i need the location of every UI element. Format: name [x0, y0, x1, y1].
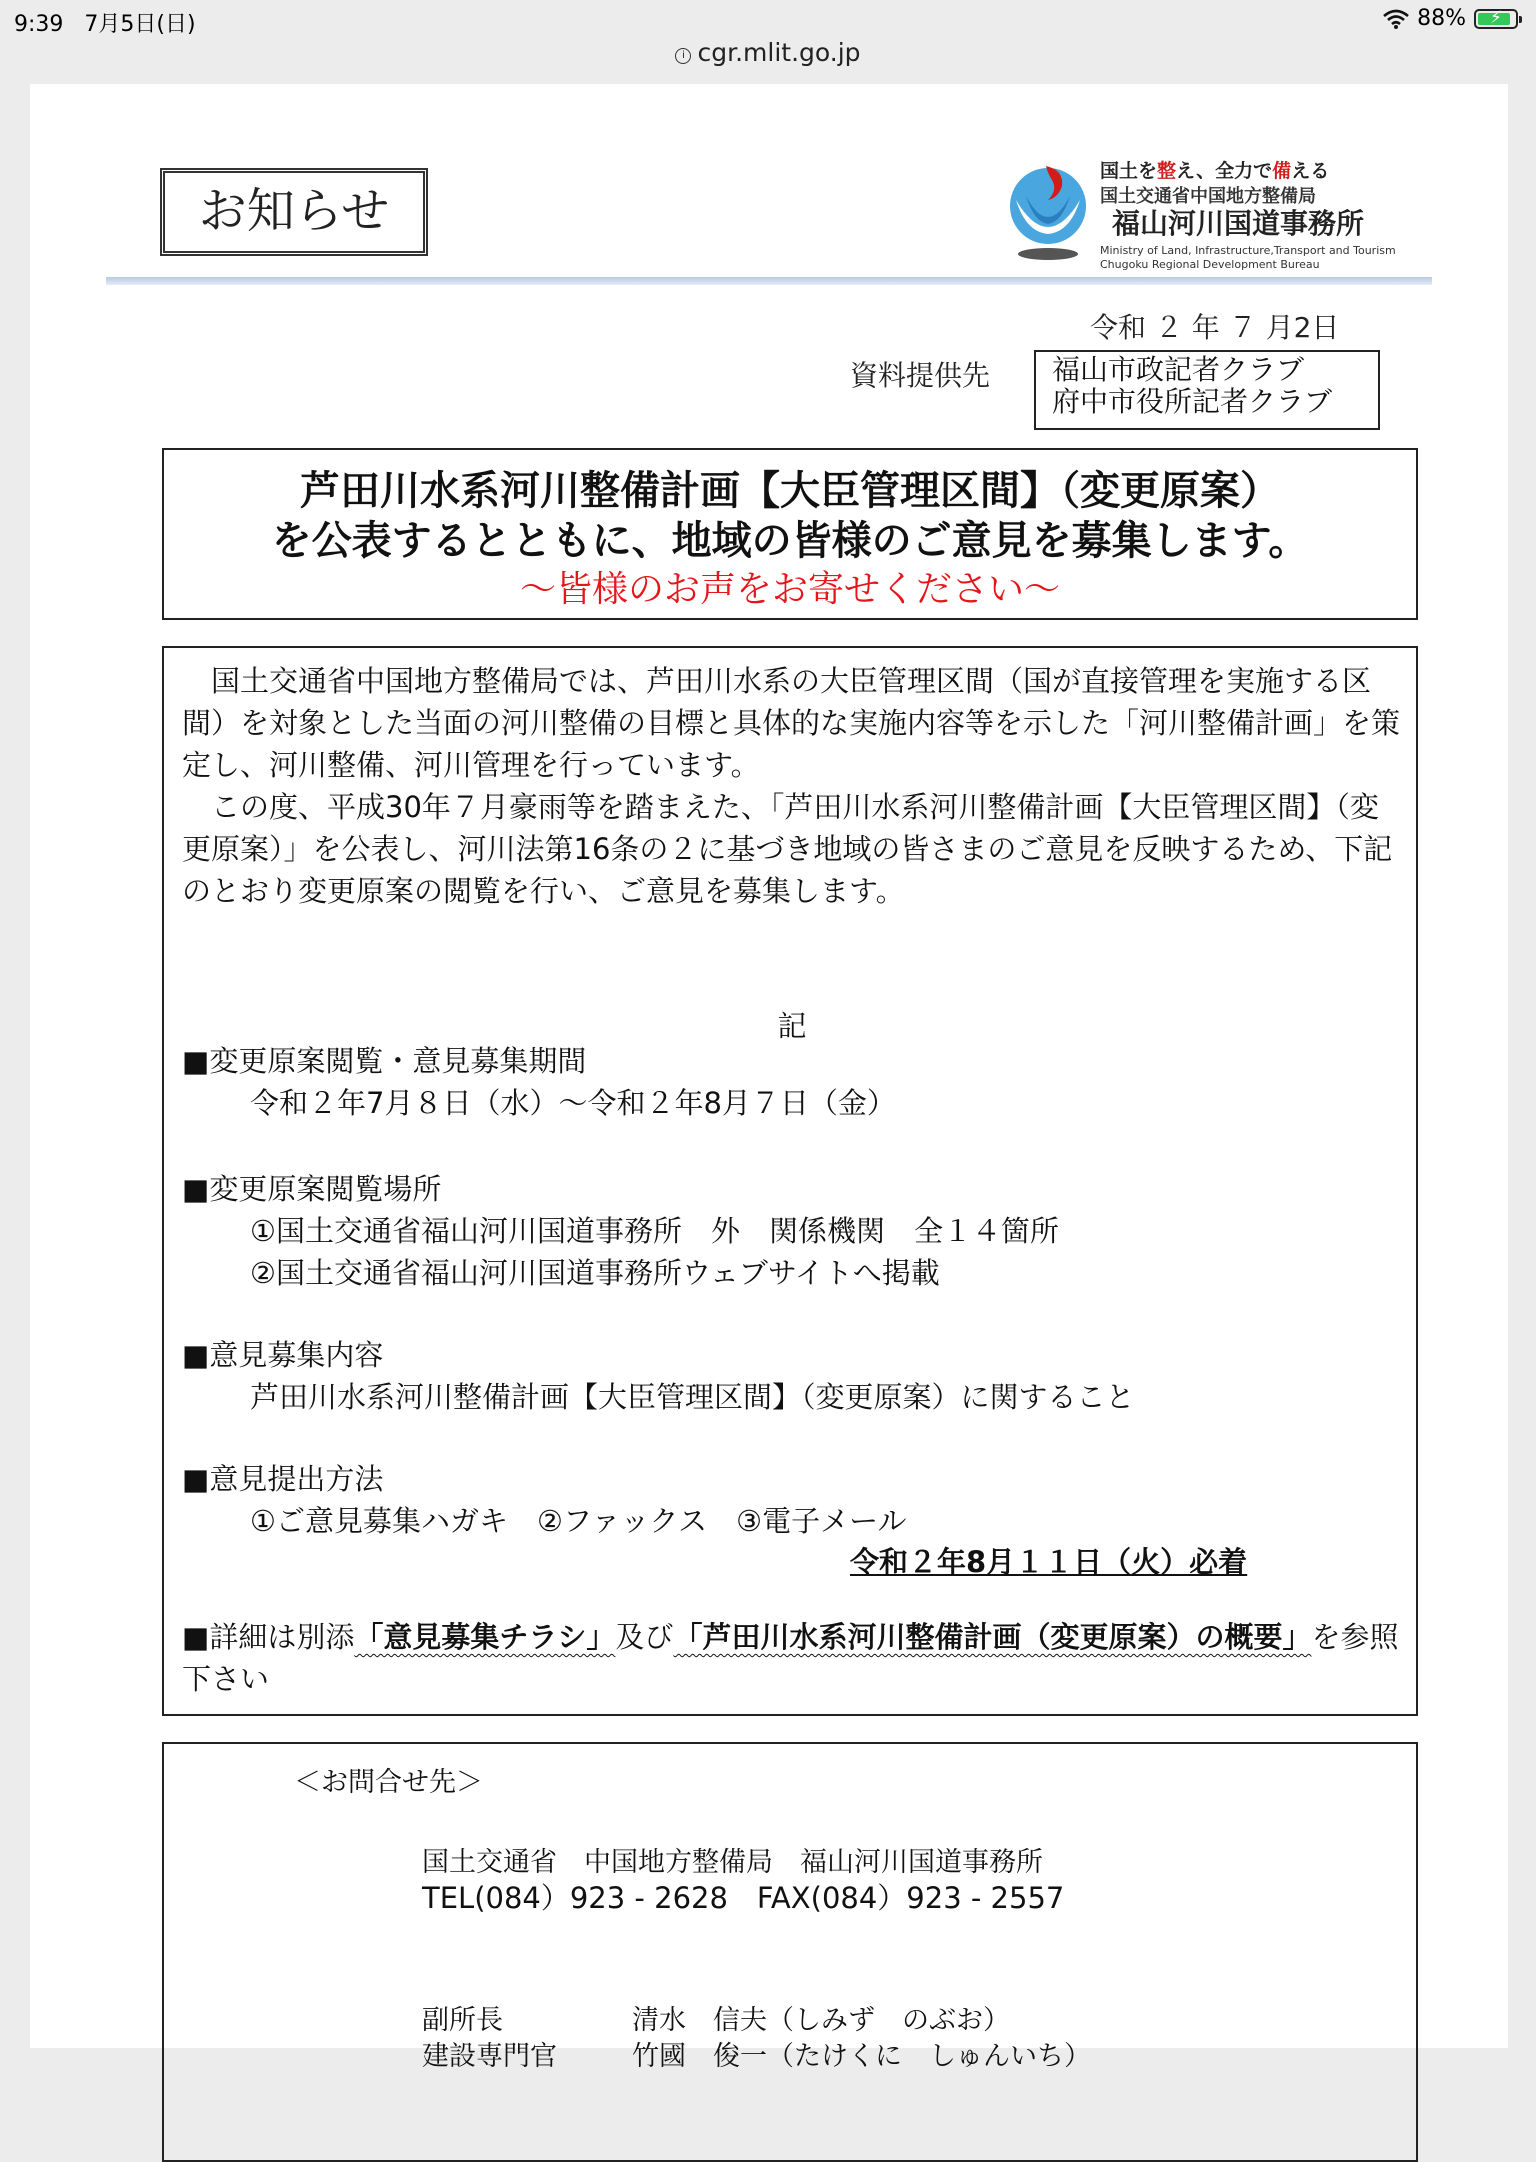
section-period	[182, 1040, 896, 1124]
header-divider	[106, 277, 1432, 285]
contact-name: 清水 信夫（しみず のぶお）	[632, 2005, 1010, 2036]
flyer-reference: 「意見募集チラシ」	[354, 1620, 616, 1654]
contact-title: ＜お問合せ先＞	[294, 1767, 483, 1798]
section-heading: ■意見提出方法	[182, 1462, 384, 1496]
status-bar	[0, 0, 1536, 40]
source-line: 府中市役所記者クラブ	[1052, 385, 1333, 418]
section-line: 芦田川水系河川整備計画【大臣管理区間】（変更原案）に関すること	[250, 1380, 1135, 1414]
contact-phone-fax: TEL(084）923 - 2628 FAX(084）923 - 2557	[422, 1881, 1065, 1915]
charging-bolt-icon: ⚡	[1490, 7, 1502, 28]
contact-role: 建設専門官	[422, 2041, 557, 2072]
section-heading: ■意見募集内容	[182, 1338, 384, 1372]
status-date: 7月5日(日)	[84, 12, 196, 37]
detail-note: ■詳細は別添「意見募集チラシ」及び「芦田川水系河川整備計画（変更原案）の概要」を参照下さい	[182, 1620, 1399, 1696]
mlit-logo	[1000, 154, 1460, 274]
section-line: ②国土交通省福山河川国道事務所ウェブサイトへ掲載	[250, 1256, 940, 1290]
logo-slogan: 国土を整え、全力で備える	[1100, 160, 1330, 182]
contact-role: 副所長	[422, 2005, 503, 2036]
contact-box	[162, 1742, 1418, 2162]
status-right	[1383, 6, 1518, 31]
section-line: 令和２年7月８日（水）～令和２年8月７日（金）	[250, 1086, 896, 1120]
wifi-icon	[1383, 9, 1409, 29]
document-page	[30, 84, 1508, 2072]
battery-icon	[1474, 9, 1518, 29]
section-line: ①国土交通省福山河川国道事務所 外 関係機関 全１４箇所	[250, 1214, 1059, 1248]
section-location	[182, 1168, 1059, 1294]
logo-english-line1: Ministry of Land, Infrastructure,Transport and Tourism	[1100, 244, 1396, 257]
content-box	[162, 646, 1418, 1716]
deadline-text: 令和２年8月１１日（火）必着	[850, 1545, 1248, 1579]
contact-person	[422, 1998, 1010, 2037]
purpose-paragraph: この度、平成30年７月豪雨等を踏まえた、「芦田川水系河川整備計画【大臣管理区間】（変更原案）」を公表し、河川法第16条の２に基づき地域の皆さまのご意見を反映するため、下記のとおり変更原案の閲覧を行い、ご意見を募集します。	[182, 790, 1393, 908]
contact-person	[422, 2034, 1091, 2073]
status-time: 9:39 7月5日(日)	[14, 12, 196, 37]
release-date: 令和 ２ 年 ７ 月2日	[1090, 311, 1340, 344]
battery-percent: 88%	[1417, 6, 1466, 31]
section-heading: ■変更原案閲覧場所	[182, 1172, 442, 1206]
info-icon[interactable]: i	[675, 48, 691, 64]
logo-bureau: 国土交通省中国地方整備局	[1100, 186, 1316, 207]
source-label: 資料提供先	[850, 359, 991, 392]
url-text: cgr.mlit.go.jp	[697, 38, 861, 67]
url-bar[interactable]	[0, 38, 1536, 74]
source-box	[1034, 350, 1380, 430]
notice-label: お知らせ	[198, 183, 390, 239]
notice-label-box	[160, 168, 428, 256]
section-heading: ■変更原案閲覧・意見募集期間	[182, 1044, 587, 1078]
contact-name: 竹國 俊一（たけくに しゅんいち）	[632, 2041, 1091, 2072]
section-line: ①ご意見募集ハガキ ②ファックス ③電子メール	[250, 1504, 907, 1538]
headline-line1: 芦田川水系河川整備計画【大臣管理区間】（変更原案）	[300, 468, 1280, 514]
headline-line2: を公表するとともに、地域の皆様のご意見を募集します。	[271, 518, 1309, 564]
logo-english-line2: Chugoku Regional Development Bureau	[1100, 258, 1320, 271]
logo-office: 福山河川国道事務所	[1112, 207, 1365, 240]
headline-box	[162, 448, 1418, 620]
section-content	[182, 1334, 1135, 1418]
contact-organization: 国土交通省 中国地方整備局 福山河川国道事務所	[422, 1847, 1043, 1878]
section-method	[182, 1458, 907, 1542]
mlit-logo-mark-icon	[1000, 162, 1096, 262]
intro-paragraph: 国土交通省中国地方整備局では、芦田川水系の大臣管理区間（国が直接管理を実施する区間）を対象とした当面の河川整備の目標と具体的な実施内容等を示した「河川整備計画」を策定し、河川整備、河川管理を行っています。	[182, 664, 1401, 782]
ki-heading: 記	[777, 1009, 807, 1043]
plan-summary-reference: 「芦田川水系河川整備計画（変更原案）の概要」	[673, 1620, 1312, 1654]
source-line: 福山市政記者クラブ	[1052, 353, 1305, 386]
headline-subtitle: ～皆様のお声をお寄せください～	[519, 569, 1060, 610]
